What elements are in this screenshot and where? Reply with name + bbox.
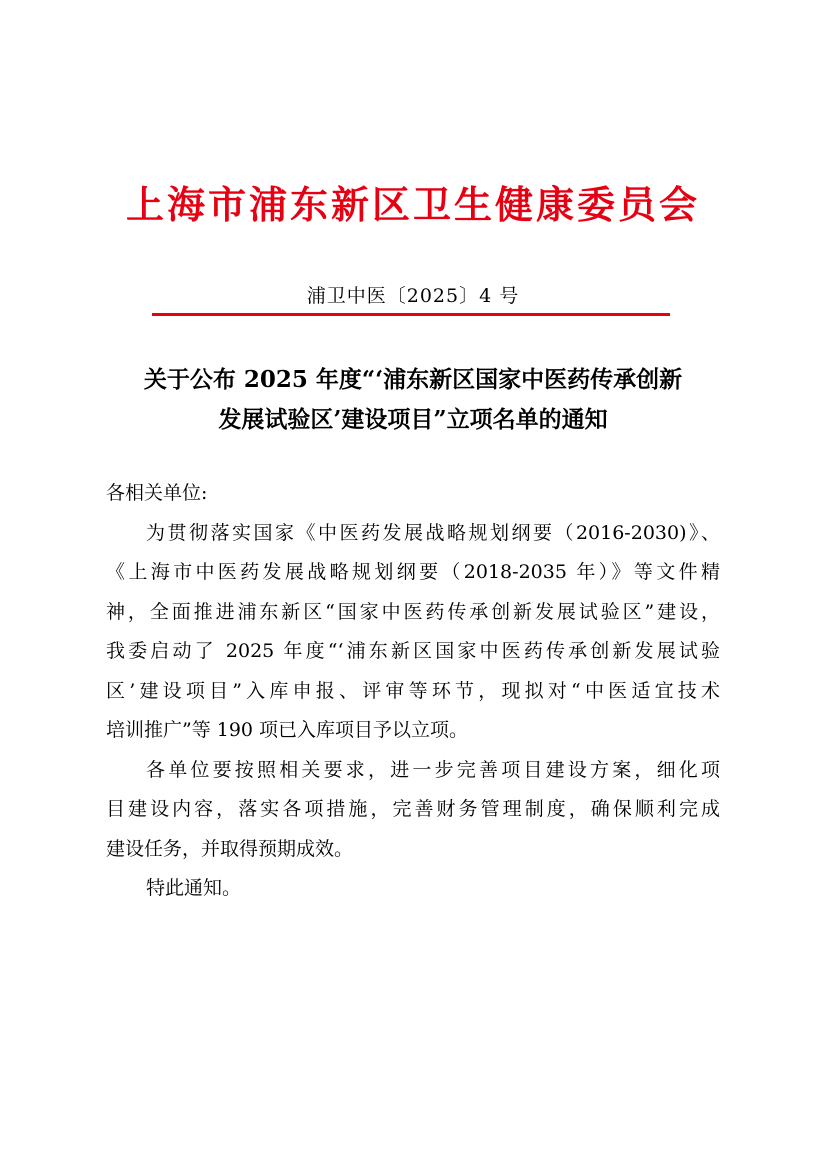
closing-remark: 特此通知。 bbox=[146, 877, 242, 899]
notice-body bbox=[106, 474, 720, 909]
paragraph-1-line: 区’建设项目”入库申报、评审等环节，现拟对“中医适宜技术 bbox=[106, 679, 720, 702]
paragraph-2-line: 建设任务，并取得预期成效。 bbox=[106, 837, 354, 860]
paragraph-1 bbox=[106, 514, 720, 751]
notice-title-line-1: 关于公布 2025 年度“‘浦东新区国家中医药传承创新 bbox=[143, 366, 683, 393]
red-divider-line bbox=[152, 313, 670, 316]
paragraph-1-line: 培训推广”等 190 项已入库项目予以立项。 bbox=[106, 719, 469, 741]
paragraph-2-line: 各单位要按照相关要求，进一步完善项目建设方案，细化项 bbox=[146, 758, 720, 781]
notice-title bbox=[100, 360, 726, 440]
issuing-authority-title: 上海市浦东新区卫生健康委员会 bbox=[125, 182, 700, 227]
paragraph-1-line: 我委启动了 2025 年度“‘浦东新区国家中医药传承创新发展试验 bbox=[106, 640, 720, 662]
paragraph-2 bbox=[106, 751, 720, 870]
notice-title-line-2: 发展试验区’建设项目”立项名单的通知 bbox=[218, 406, 608, 433]
salutation: 各相关单位: bbox=[106, 482, 208, 504]
paragraph-1-line: 神，全面推进浦东新区“国家中医药传承创新发展试验区”建设， bbox=[106, 600, 720, 623]
document-number: 浦卫中医〔2025〕4 号 bbox=[306, 285, 520, 307]
paragraph-1-line: 《上海市中医药发展战略规划纲要（2018-2035 年）》等文件精 bbox=[106, 561, 720, 583]
paragraph-2-line: 目建设内容，落实各项措施，完善财务管理制度，确保顺利完成 bbox=[106, 798, 720, 820]
paragraph-1-line: 为贯彻落实国家《中医药发展战略规划纲要（2016-2030)》、 bbox=[146, 521, 720, 544]
